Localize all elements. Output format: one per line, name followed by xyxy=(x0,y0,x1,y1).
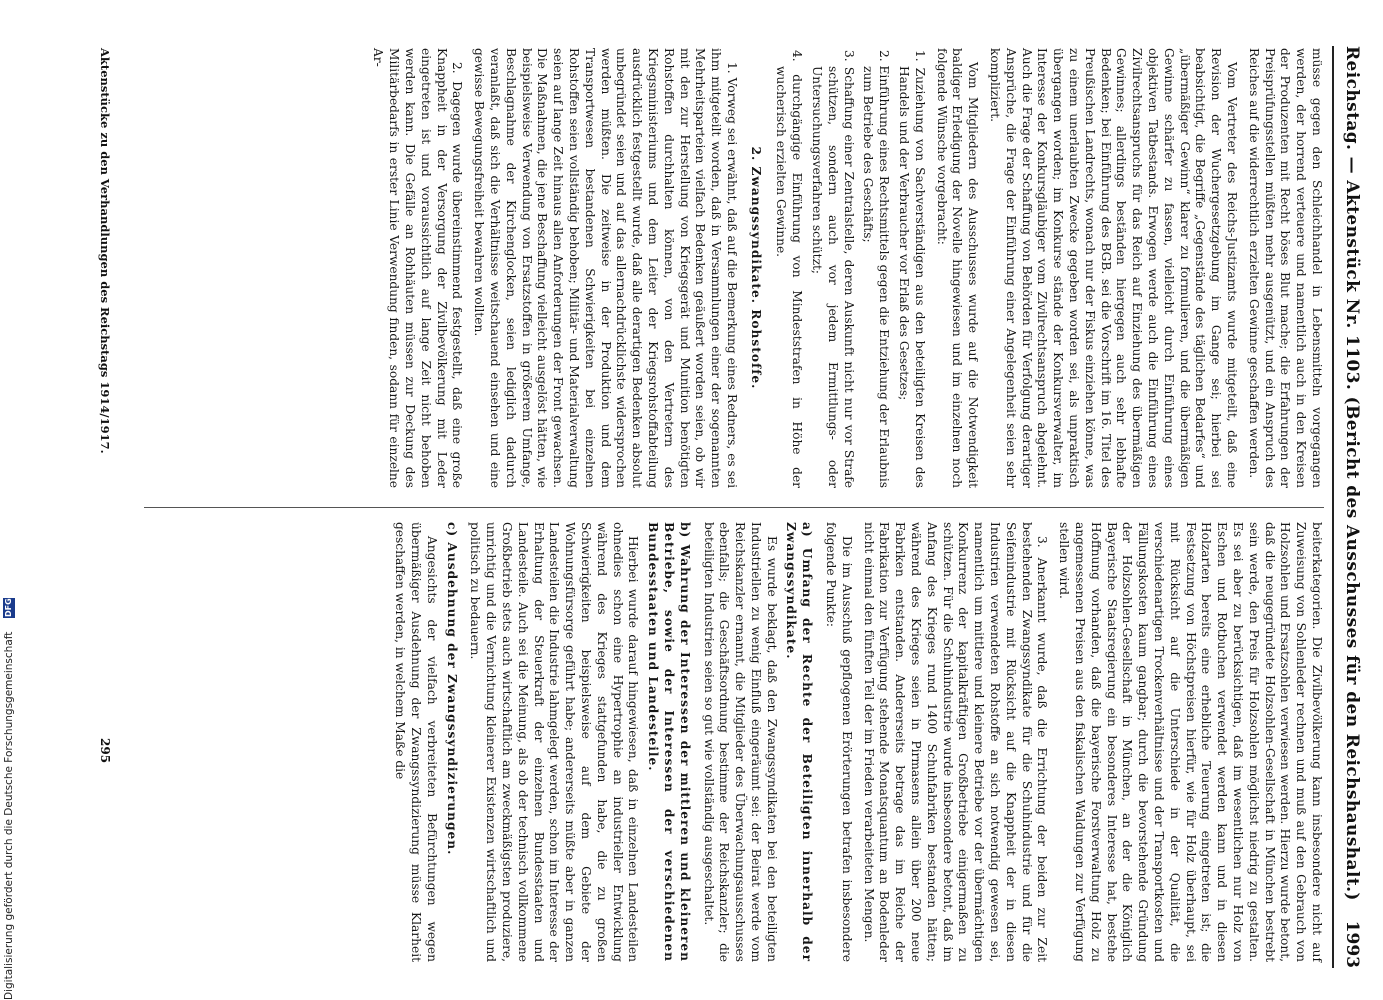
header-title: Reichstag. — Aktenstück Nr. 1103. (Bericht des Ausschusses für den Reichshaushalt.) xyxy=(1342,46,1362,901)
right-paragraph: beiterkategorien. Die Zivilbevölkerung kann insbesondere nicht auf Zuweisung von Sohlenleder rechnen und muß auf den Gebrauch von Holzsohlen und Ersatzsohlen verwiesen werden. Hierzu wurde betont, daß die neugegründete Holzsohlen-Gesellschaft in München bestrebt sein werde, den Preis für Holzsohlen möglichst niedrig zu gestalten. Es sei aber zu berücksichtigen, daß im wesentlichen nur Holz von Eschen und Rotbuchen verwendet werden kann und in diesen Holzarten bereits eine erhebliche Teuerung eingetreten ist; die Festsetzung von Höchstpreisen hierfür, wie für Holz überhaupt, sei mit Rücksicht auf die Unterschiede in der Qualität, die verschiedenartigen Trockenverhältnisse und der Transportkosten und Fällungskosten kaum gangbar; durch die bevorstehende Gründung der Holzsohlen-Gesellschaft in München, an der die Königlich Bayerische Staatsregierung ein besonderes Interesse hat, bestehe Hoffnung vorhanden, daß die bayerische Forstverwaltung Holz zu angemessenen Preisen aus den fiskalischen Waldungen zur Verfügung stellen wird. xyxy=(1057,522,1324,962)
column-divider xyxy=(144,507,1324,508)
list-item: 2. Einführung eines Rechtsmittels gegen die Entziehung der Erlaubnis zum Betriebe des Geschäfts; xyxy=(861,50,892,488)
section-paragraph: 1. Vorweg sei erwähnt, daß auf die Bemerkung eines Redners, es sei ihm mitgeteilt worden, daß in Versammlungen einer der sogenannten Mehrheitsparteien vielfach Bedenken geäußert worden seien, ob wir mit den zur Herstellung von Kriegsgerät und Munition benötigten Rohstoffen durchhalten können, von den Vertretern des Kriegsministeriums und dem Leiter der Kriegsrohstoffabteilung ausdrücklich festgestellt wurde, daß alle derartigen Bedenken absolut unbegründet seien und auf das allernachdrücklichste widersprochen werden müßten. Die zeitweise in der Produktion und dem Transportwesen bestandenen Schwierigkeiten bei einzelnen Rohstoffen seien vollständig behoben; Militär- und Materialverwaltung seien auf lange Zeit hinaus allen Anforderungen der Front gewachsen. Die Maßnahmen, die jene Beschaffung vielleicht ausgelöst hätten, wie beispielsweise Verwendung von Ersatzstoffen in größerem Umfange, Beschlagnahme der Kirchenglocken, seien lediglich dadurch veranlaßt, daß sich die Verhältnisse weitschauend einsehen und eine gewisse Bewegungsfreiheit bewahren wollten. xyxy=(472,48,739,488)
footer-line: Aktenstücke zu den Verhandlungen des Reichstags 1914/1917. xyxy=(98,48,112,454)
list-item: 3. Schaffung einer Zentralstelle, deren Auskunft nicht nur vor Strafe schützen, sondern auch vor jedem Ermittlungs- oder Untersuchungsverfahren schützt; xyxy=(810,50,856,488)
subsection-title: b) Wahrung der Interessen der mittleren und kleineren Betriebe, sowie der Interessen der verschiedenen Bundesstaaten und Landesteile. xyxy=(646,522,692,962)
header-page-number: 1993 xyxy=(1342,920,1362,968)
left-column xyxy=(364,48,1324,488)
left-paragraph: Vom Mitgliedern des Ausschusses wurde auf die Notwendigkeit baldiger Erledigung der Novelle hingewiesen und im einzelnen noch folgende Wünsche vorgebracht: xyxy=(934,48,981,488)
subsection-text: Hierbei wurde darauf hingewiesen, daß in einzelnen Landesteilen ohnedies schon eine Hypertrophie an industrieller Entwicklung während des Krieges stattgefunden habe, die zu großen Schwierigkeiten beispielsweise auf dem Gebiete der Wohnungsfürsorge geführt habe; andererseits müßte aber in ganzen Landesteilen die Industrie lahmgelegt werden, schon im Interesse der Erhaltung der Steuerkraft der einzelnen Bundesstaaten und Landesteile. Auch sei die Meinung, als ob der technisch vollkommene Großbetrieb stets auch wirtschaftlich am zweckmäßigsten produziere, unrichtig und die Vernichtung kleinerer Existenzen wirtschaftlich und politisch zu bedauern. xyxy=(468,522,641,962)
page-content xyxy=(72,38,1368,976)
right-paragraph: Die im Ausschuß gepflogenen Erörterungen betrafen insbesondere folgende Punkte: xyxy=(824,522,854,962)
subsection-text: Es wurde beklagt, daß den Zwangssyndikaten bei den beteiligten Industriellen zu wenig Einfluß eingeräumt sei: der Beirat werde vom Reichskanzler ernannt, die Mitglieder des Überwachungsausschusses ebenfalls; die Geschäftsordnung bestimme der Reichskanzler; die beteiligten Industrien seien so gut wie vollständig ausgeschaltet. xyxy=(701,522,779,962)
digitization-credit xyxy=(0,0,18,1000)
header-rule xyxy=(1332,46,1334,968)
list-item: 4. durchgängige Einführung von Mindeststrafen in Höhe der wucherisch erzielten Gewinne. xyxy=(774,50,805,488)
page-number: 295 xyxy=(98,738,112,764)
left-paragraph: müsse gegen den Schleichhandel in Lebensmitteln vorgegangen werden, der horrend verteuere und namentlich auch in den Kreisen der Produzenten mit Recht böses Blut mache; die Erfahrungen der Preisprüfungsstellen müßten mehr ausgenützt, und ein Anspruch des Reiches auf die widerrechtlich erzielten Gewinne geschaffen werden. xyxy=(1246,48,1324,488)
subsection-title: a) Umfang der Rechte der Beteiligten innerhalb der Zwangssyndikate. xyxy=(784,522,815,962)
subsection-title: c) Ausdehnung der Zwangssyndizierungen. xyxy=(444,522,459,856)
right-paragraph: 3. Anerkannt wurde, daß die Errichtung der beiden zur Zeit bestehenden Zwangssyndikate für die Schuhindustrie und für die Seifenindustrie mit Rücksicht auf die Knappheit der in diesen Industrien verwendeten Rohstoffe an sich notwendig gewesen sei, namentlich um mittlere und kleinere Betriebe vor der übermächtigen Konkurrenz der kapitalkräftigen Großbetriebe einigermaßen zu schützen. Für die Schuhindustrie wurde insbesondere betont, daß im Anfang des Krieges rund 1400 Schuhfabriken bestanden hätten; während des Krieges seien in Pirmasens allein über 200 neue Fabriken entstanden. Andererseits betrage das im Reiche der Fabrikation zur Verfügung stehende Monatsquantum an Bodenleder nicht einmal den fünften Teil der im Frieden verarbeiteten Mengen. xyxy=(861,522,1050,962)
left-paragraph: Vom Vertreter des Reichs-Justizamts wurde mitgeteilt, daß eine Revision der Wuchergesetzgebung im Gange sei; hierbei sei beabsichtigt, die Begriffe „Gegenstände des täglichen Bedarfes“ und „übermäßiger Gewinn“ klarer zu formulieren, und die übermäßigen Gewinne schärfer zu fassen, vielleicht durch Einführung eines objektiven Tatbestands. Erwogen werde auch die Einführung eines Zivilrechtsanspruchs für das Reich auf Einziehung des übermäßigen Gewinnes; allerdings beständen hiergegen auch sehr lebhafte Bedenken; bei Einführung des BGB. sei die Vorschrift im 16. Titel des Preußischen Landrechts, wonach nur der Fiskus einziehen könne, was zu einem unerlaubten Zwecke gegeben worden sei, als unpraktisch übergangen worden; im Konkurse stände der Konkursverwalter, im Interesse der Konkursgläubiger vom Zivilrechtsanspruch abgelehnt. Auch die Frage der Schaffung von Behörden für Verfolgung derartiger Ansprüche, die Frage der Einführung einer Angelegenheit seien sehr kompliziert. xyxy=(988,48,1240,488)
credit-text: Digitalisierung gefördert durch die Deutsche Forschungsgemeinschaft xyxy=(3,631,15,1000)
scanned-page xyxy=(72,38,1368,976)
subsection-text: Angesichts der vielfach verbreiteten Befürchtungen wegen übermäßiger Ausdehnung der Zwangssyndizierung müsse Klarheit geschaffen werden, in welchem Maße die xyxy=(393,522,439,962)
right-column xyxy=(385,522,1324,962)
section-paragraph: 2. Dagegen wurde übereinstimmend festgestellt, daß eine große Knappheit in der Versorgung der Zivilbevölkerung mit Leder eingetreten ist und voraussichtlich auf lange Zeit nicht behoben werden kann. Die Gefälle an Rohhäuten müssen zur Deckung des Militärbedarfs in erster Linie Verwendung finden, sodann für einzelne Ar- xyxy=(371,48,465,488)
list-item: 1. Zuziehung von Sachverständigen aus den beteiligten Kreisen des Handels und der Verbraucher vor Erlaß des Gesetzes; xyxy=(897,50,927,488)
page-header xyxy=(1336,46,1362,968)
section-title: 2. Zwangssyndikate. Rohstoffe. xyxy=(748,146,763,390)
dfg-logo-icon: DFG xyxy=(4,598,13,617)
